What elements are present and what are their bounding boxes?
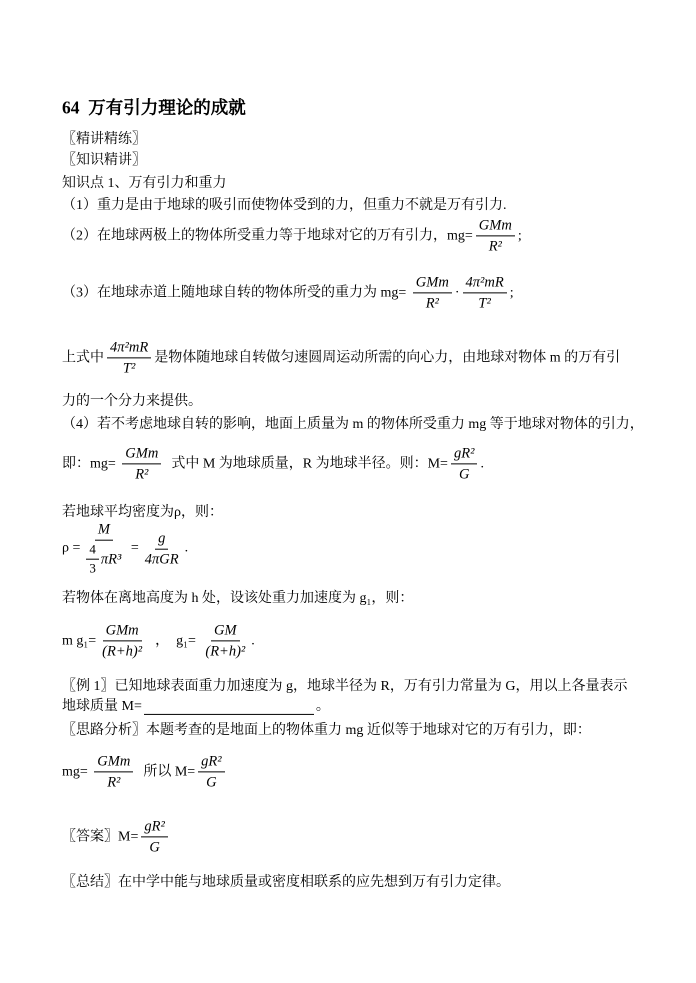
numerator: GMm [122,444,161,464]
example-1-cont [62,698,330,716]
denominator: G [206,774,217,791]
numerator: M [95,521,113,541]
formula-middle-text: 式中 M 为地球质量，R 为地球半径。则：M= [164,455,448,471]
fraction-gr2-over-g [141,817,167,856]
analysis-formula [62,752,228,791]
item-4 [62,416,644,434]
centripetal-text: 是物体随地球自转做匀速圆周运动所需的向心力，由地球对物体 m 的万有引 [154,349,621,365]
section-practice [62,131,146,149]
numerator: 4π²mR [463,273,507,293]
density-lhs: ρ = [62,540,81,556]
fraction-four-thirds [86,542,99,578]
equals-sign: = [127,540,139,556]
item-2 [62,216,522,255]
denominator: R² [107,774,121,791]
denominator: R² [488,238,502,255]
title-text: 万有引力理论的成就 [88,97,246,118]
knowledge-point-1-label: 知识点 1、万有引力和重力 [62,175,227,191]
fraction-gmm-over-r2 [413,273,452,312]
numerator: GMm [103,621,142,641]
numerator: 4π²mR [107,338,151,358]
summary [62,874,510,892]
item-3-text: （3）在地球赤道上随地球自转的物体所受的重力为 mg= [62,284,410,300]
answer [62,817,171,856]
density-formula [62,521,188,578]
page-title [62,97,246,120]
formula-lead: m g₁= [62,632,97,648]
formula-tail: . [251,632,255,648]
fraction-gmm-over-r2 [476,216,515,255]
fraction-gr2-over-g [198,752,224,791]
numerator: gR² [198,752,224,772]
numerator: GMm [413,273,452,293]
denominator: R² [135,466,149,483]
fraction-gm-over-rh2 [202,621,248,660]
numerator: GMm [476,216,515,236]
example-1 [62,678,627,696]
example-1-text: 〖例 1〗已知地球表面重力加速度为 g，地球半径为 R，万有引力常量为 G，用以上各量表示 [62,678,628,694]
density-intro-text: 若地球平均密度为ρ，则： [62,504,223,520]
item-3-tail: ; [509,284,514,300]
centripetal-lead: 上式中 [62,349,104,365]
denominator: 3 [89,561,96,577]
numerator: GM [211,621,240,641]
analysis [62,722,591,740]
item-3 [62,273,514,312]
formula-middle-text: 所以 M= [136,763,196,779]
fraction-gmm-over-r2 [94,752,133,791]
summary-text: 〖总结〗在中学中能与地球质量或密度相联系的应先想到万有引力定律。 [62,874,510,890]
item-1 [62,197,507,215]
fraction-gr2-over-g [451,444,477,483]
volume-term: πR³ [100,551,122,568]
fraction-gmm-over-r2 [122,444,161,483]
formula-tail: . [480,455,484,471]
analysis-text: 〖思路分析〗本题考查的是地面上的物体重力 mg 近似等于地球对它的万有引力，即： [62,722,591,738]
fraction-g-over-4piGR [142,529,182,568]
item-2-text: （2）在地球两极上的物体所受重力等于地球对它的万有引力，mg= [62,227,473,243]
section-knowledge [62,152,146,170]
section-knowledge-label: 〖知识精讲〗 [62,152,146,168]
operator: · [454,284,460,300]
altitude-formula [62,621,255,660]
numerator: GMm [94,752,133,772]
item-4-text: （4）若不考虑地球自转的影响，地面上质量为 m 的物体所受重力 mg 等于地球对物体的引力， [62,416,644,432]
denominator: G [458,466,470,483]
denominator: 4πGR [144,551,179,568]
centripetal-note [62,338,620,377]
formula-middle-text: ， g₁= [148,632,200,648]
denominator: (R+h)² [205,643,246,660]
item-4-formula [62,444,484,483]
fraction-mass-over-volume [83,521,124,578]
denominator: T² [478,295,491,312]
numerator: gR² [141,817,167,837]
example-1-tail: 。 [315,698,330,714]
answer-blank [144,700,314,715]
formula-tail: . [184,540,189,556]
item-1-text: （1）重力是由于地球的吸引而使物体受到的力，但重力不就是万有引力. [62,197,507,213]
knowledge-point-1 [62,175,227,193]
altitude-intro [62,590,413,608]
numerator: 4 [86,542,99,560]
fraction-centripetal [463,273,507,312]
denominator [83,541,124,578]
numerator: g [155,529,168,549]
centripetal-cont-text: 力的一个分力来提供。 [62,393,202,409]
centripetal-note-cont [62,393,202,411]
answer-lead: 〖答案〗M= [62,828,139,844]
fraction-gmm-over-rh2 [99,621,145,660]
fraction-centripetal [107,338,151,377]
denominator: G [149,839,160,856]
item-2-tail: ; [517,227,522,243]
numerator: gR² [451,444,477,464]
altitude-intro-text: 若物体在离地高度为 h 处，设该处重力加速度为 g₁，则： [62,590,414,606]
formula-lead: mg= [62,763,92,779]
density-intro [62,504,223,522]
denominator: T² [122,360,136,377]
denominator: R² [425,295,439,312]
formula-lead: 即：mg= [62,455,120,471]
section-practice-label: 〖精讲精练〗 [62,131,146,147]
title-number: 64 [62,97,80,118]
denominator: (R+h)² [102,643,143,660]
example-1-cont-text: 地球质量 M= [62,698,142,714]
